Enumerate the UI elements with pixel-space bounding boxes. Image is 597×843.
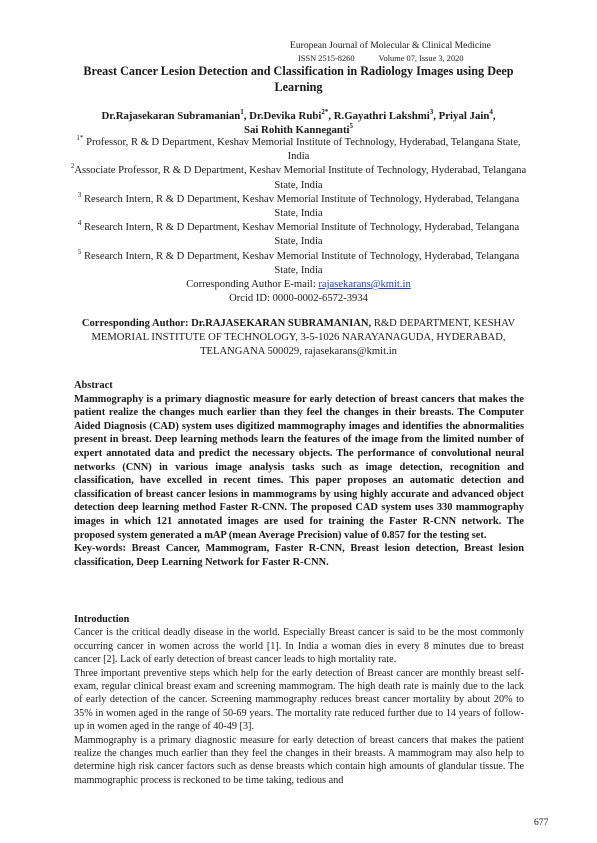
- volume-issue: Volume 07, Issue 3, 2020: [378, 54, 464, 63]
- paper-title: Breast Cancer Lesion Detection and Classification in Radiology Images using Deep Learning: [83, 64, 514, 94]
- affiliation: $^4$ Research Intern, R & D Department, Keshav Memorial Institute of Technology, Hyderabad, Telangana State, India: [77, 219, 520, 248]
- orcid-id: Orcid ID: 0000-0002-6572-3934: [229, 293, 368, 305]
- abstract-heading: Abstract: [74, 380, 113, 391]
- keywords: Key-words: Breast Cancer, Mammogram, Faster R-CNN, Breast lesion detection, Breast lesion classification, Deep Learning Network for Faster R-CNN.: [74, 543, 524, 568]
- page-number: 677: [534, 817, 549, 828]
- introduction-section: [74, 613, 524, 787]
- abstract-text: Mammography is a primary diagnostic measure for early detection of breast cancers that makes the patient realize the changes much earlier than they feel the changes in their breasts. The Computer Aided Diagnosis (CAD) system uses digitized mammography images and identifies the abnormalities present in breast. Deep learning methods learn the features of the image from the limited number of expert annotated data and predict the necessary objects. The performance of convolutional neural networks (CNN) in various image analysis tasks such as image detection, recognition and classification, have excelled in recent times. This paper proposes an automatic detection and classification of breast cancer lesions in mammograms by using highly accurate and advanced object detection deep learning method Faster R-CNN. The proposed CAD system uses 330 mammography images in which 121 annotated images are used for training the Faster R-CNN network. The proposed system generated a mAP (mean Average Precision) value of 0.857 for the testing set.: [74, 393, 524, 541]
- affiliation: $^5$ Research Intern, R & D Department, Keshav Memorial Institute of Technology, Hyderabad, Telangana State, India: [77, 247, 520, 276]
- paragraph: Mammography is a primary diagnostic measure for early detection of breast cancers that makes the patient realize the changes much earlier than they feel the changes in their breasts. A mammogram may also help to determine high risk cancer factors such as dense breasts which contain high amounts of glandular tissue. The mammographic process is reckoned to be time taking, tedious and: [74, 734, 524, 786]
- affiliations: [70, 133, 527, 306]
- affiliation: $^{1*}$ Professor, R & D Department, Keshav Memorial Institute of Technology, Hyderabad, Telangana State, India: [76, 133, 521, 163]
- paragraph: Three important preventive steps which help for the early detection of Breast cancer are monthly breast self-exam, regular clinical breast exam and screening mammogram. The high death rate is mainly due to the lack of early detection of the cancer. Screening mammography reduces breast cancer mortality by about 20% to 35% in women aged in the range of 50-69 years. The mortality rate reduced further due to 14 years of follow-up in women aged in the range of 40-49 [3].: [74, 667, 524, 733]
- corresponding-author: Corresponding Author: Dr.RAJASEKARAN SUBRAMANIAN, R&D DEPARTMENT, KESHAV MEMORIAL INSTITUTE OF TECHNOLOGY, 3-5-1026 NARAYANAGUDA, HYDERABAD, TELANGANA 500029, rajasekarans@kmit.in: [81, 318, 516, 358]
- author-list: [70, 109, 527, 137]
- author: Priyal Jain$^4$,: [438, 107, 496, 122]
- issn-line: [298, 54, 464, 64]
- issn: ISSN 2515-8260: [298, 54, 355, 63]
- email-link[interactable]: rajasekarans@kmit.in: [318, 279, 411, 291]
- abstract-section: [74, 379, 524, 569]
- author: Sai Rohith Kanneganti$^5$: [243, 122, 354, 137]
- corresponding-email-line: Corresponding Author E-mail: rajasekarans@kmit.in: [186, 279, 411, 291]
- author: Dr.Rajasekaran Subramanian$^1$,: [101, 107, 250, 122]
- affiliation: $^3$ Research Intern, R & D Department, Keshav Memorial Institute of Technology, Hyderabad, Telangana State, India: [77, 190, 520, 220]
- author: Dr.Devika Rubi$^{2*}$,: [249, 107, 334, 122]
- affiliation: $^2$Associate Professor, R & D Department, Keshav Memorial Institute of Technology, Hyderabad, Telangana State, India: [70, 162, 527, 191]
- introduction-heading: Introduction: [74, 614, 130, 625]
- journal-name: European Journal of Molecular & Clinical Medicine: [290, 40, 491, 51]
- paragraph: Cancer is the critical deadly disease in the world. Especially Breast cancer is said to be the most commonly occurring cancer in women across the world [1]. In India a woman dies in every 8 minutes due to breast cancer [2]. Lack of early detection of breast cancer leads to high mortality rate.: [74, 627, 524, 666]
- author: R.Gayathri Lakshmi$^3$,: [333, 107, 439, 122]
